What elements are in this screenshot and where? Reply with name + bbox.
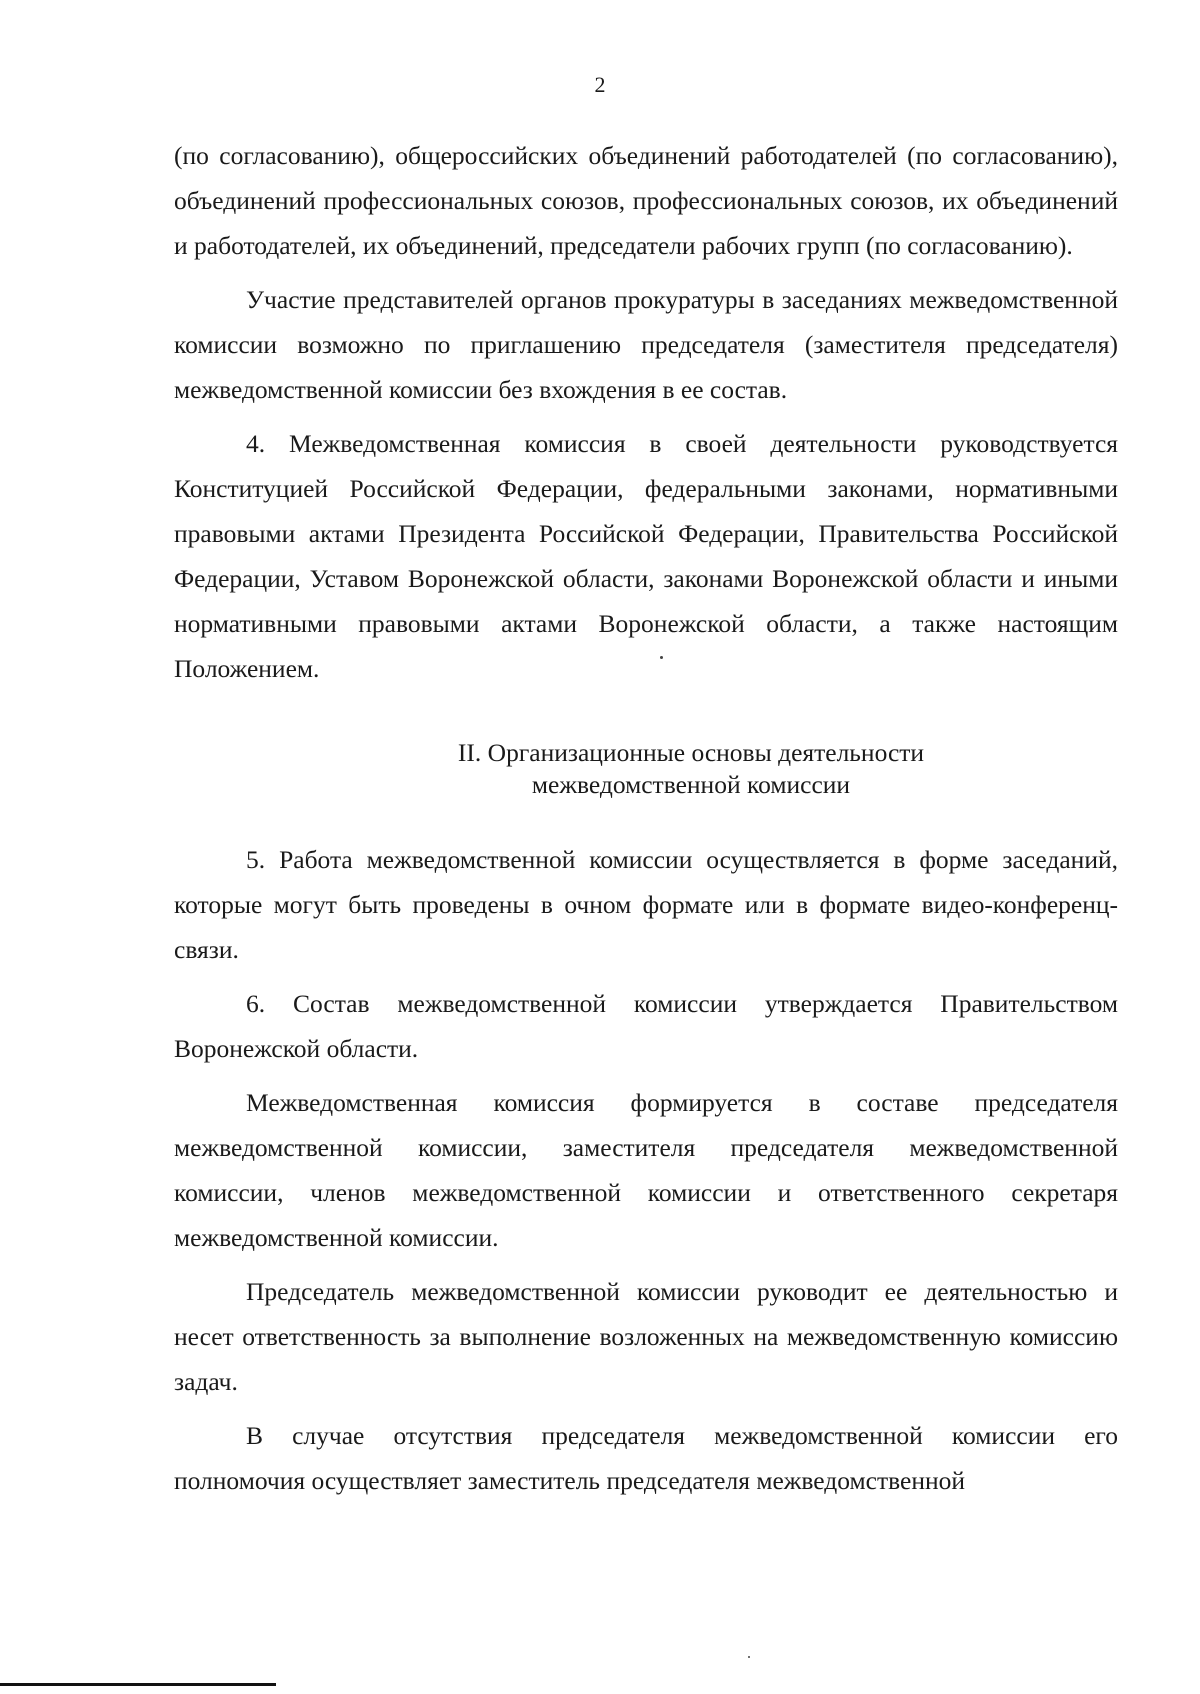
page-number: 2 [594, 72, 606, 97]
section-heading-line-1: II. Организационные основы деятельности [457, 738, 925, 767]
scan-artifact-dot [660, 656, 663, 659]
section-heading [174, 737, 1118, 801]
footer-rule [0, 1683, 276, 1686]
paragraph-continuation: (по согласованию), общероссийских объединений работодателей (по согласованию), объединений профессиональных союзов, профессиональных союзов, их объединений и работодателей, их объединений, председатели рабочих групп (по согласованию). [174, 141, 1118, 260]
paragraph-item-4: 4. Межведомственная комиссия в своей деятельности руководствуется Конституцией Российской Федерации, федеральными законами, нормативными правовыми актами Президента Российской Федерации, Правительства Российской Федерации, Уставом Воронежской области, законами Воронежской области и иными нормативными правовыми актами Воронежской области, а также настоящим Положением. [174, 429, 1118, 683]
section-heading-line-2: межведомственной комиссии [531, 770, 851, 799]
paragraph-chairman-absence: В случае отсутствия председателя межведомственной комиссии его полномочия осуществляет заместитель председателя межведомственной [174, 1421, 1118, 1495]
document-body [174, 133, 1118, 1503]
paragraph-item-6: 6. Состав межведомственной комиссии утверждается Правительством Воронежской области. [174, 989, 1118, 1063]
paragraph-item-5: 5. Работа межведомственной комиссии осуществляется в форме заседаний, которые могут быть проведены в очном формате или в формате видео-конференц-связи. [174, 845, 1118, 964]
paragraph-chairman: Председатель межведомственной комиссии руководит ее деятельностью и несет ответственность за выполнение возложенных на межведомственную комиссию задач. [174, 1277, 1118, 1396]
scan-artifact-dot [748, 1656, 750, 1658]
paragraph-prosecutor-participation: Участие представителей органов прокуратуры в заседаниях межведомственной комиссии возможно по приглашению председателя (заместителя председателя) межведомственной комиссии без вхождения в ее состав. [174, 285, 1118, 404]
paragraph-composition: Межведомственная комиссия формируется в составе председателя межведомственной комиссии, заместителя председателя межведомственной комиссии, членов межведомственной комиссии и ответственного секретаря межведомственной комиссии. [174, 1088, 1118, 1252]
